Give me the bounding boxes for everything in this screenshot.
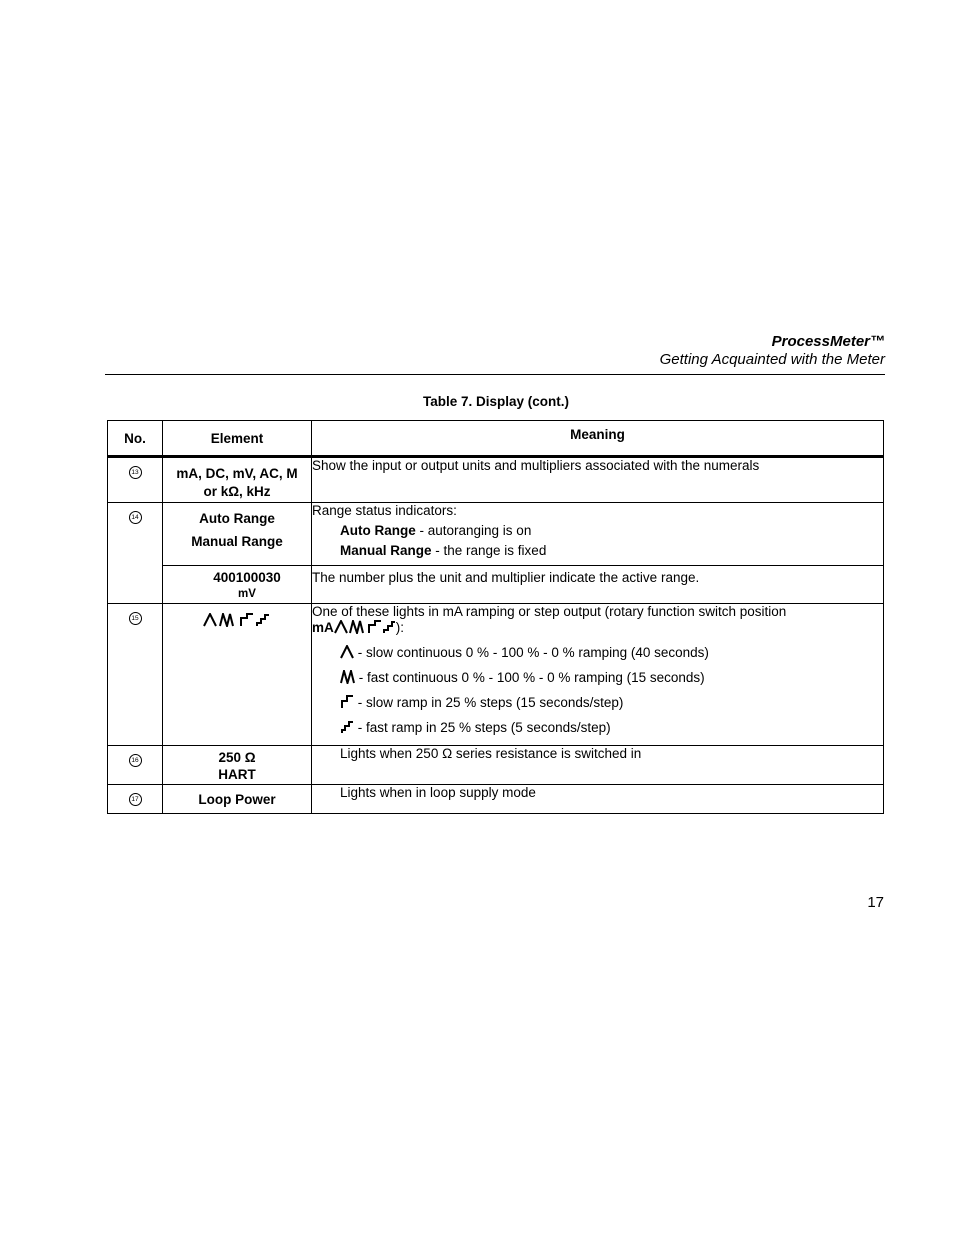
meaning-item-text: - autoranging is on — [415, 523, 532, 538]
range-digits: 400100030 — [213, 570, 281, 585]
range-unit: mV — [238, 588, 256, 600]
switch-prefix: mA — [312, 620, 334, 635]
meaning-text: The number plus the unit and multiplier indicate the active range. — [312, 570, 700, 585]
meaning-item — [312, 541, 883, 561]
fast-ramp-icon — [340, 670, 355, 684]
switch-suffix: ): — [395, 620, 405, 635]
table-row — [108, 785, 884, 814]
callout-number: 14 — [129, 511, 142, 524]
callout-number: 17 — [129, 793, 142, 806]
switch-position — [312, 620, 883, 636]
display-table — [107, 420, 884, 814]
header-rule — [105, 374, 885, 375]
meaning-text: Lights when in loop supply mode — [340, 785, 536, 800]
table-row — [108, 566, 884, 604]
callout-number: 13 — [129, 466, 142, 479]
element-label: HART — [218, 767, 256, 782]
slow-step-icon — [340, 695, 354, 709]
slow-ramp-icon — [340, 645, 354, 659]
slow-ramp-icon — [204, 614, 216, 626]
product-name: ProcessMeter™ — [771, 333, 885, 350]
table-row — [108, 457, 884, 503]
fast-step-icon — [257, 615, 269, 626]
table-caption: Table 7. Display (cont.) — [422, 394, 570, 409]
meaning-item-text: - fast ramp in 25 % steps (5 seconds/step) — [354, 720, 611, 735]
callout-number: 16 — [129, 754, 142, 767]
element-label: or kΩ, kHz — [203, 484, 271, 499]
meaning-item-label: Auto Range — [340, 523, 416, 538]
switch-indicator-icons — [334, 620, 396, 634]
element-label: mA, DC, mV, AC, M — [176, 466, 298, 481]
element-label: Auto Range — [199, 511, 275, 526]
meaning-item-text: - the range is fixed — [431, 543, 547, 558]
table-header-row — [108, 421, 884, 457]
meaning-item — [312, 690, 883, 715]
table-row — [108, 746, 884, 785]
meaning-item-label: Manual Range — [340, 543, 432, 558]
element-label: 250 Ω — [218, 750, 256, 765]
running-header — [660, 333, 885, 369]
element-label: Manual Range — [191, 534, 283, 549]
table-row — [108, 604, 884, 746]
slow-step-icon — [241, 614, 253, 626]
col-header-no: No. — [108, 421, 163, 457]
meaning-item-text: - slow ramp in 25 % steps (15 seconds/step) — [354, 695, 624, 710]
meaning-item-text: - fast continuous 0 % - 100 % - 0 % ramping (15 seconds) — [355, 670, 705, 685]
meaning-item — [312, 665, 883, 690]
element-label: Loop Power — [198, 792, 276, 807]
meaning-item — [312, 640, 883, 665]
meaning-text: Show the input or output units and multipliers associated with the numerals — [312, 458, 760, 473]
meaning-item — [312, 521, 883, 541]
meaning-text: One of these lights in mA ramping or step output (rotary function switch position — [312, 604, 787, 619]
ramp-step-indicators — [203, 613, 271, 630]
callout-number: 15 — [129, 612, 142, 625]
meaning-item — [312, 715, 883, 740]
meaning-text: Range status indicators: — [312, 503, 457, 518]
section-title: Getting Acquainted with the Meter — [659, 351, 885, 368]
page-number: 17 — [867, 894, 884, 911]
col-header-meaning: Meaning — [312, 421, 884, 457]
meaning-item-text: - slow continuous 0 % - 100 % - 0 % ramping (40 seconds) — [354, 645, 709, 660]
meaning-text: Lights when 250 Ω series resistance is switched in — [340, 746, 642, 761]
col-header-element: Element — [163, 421, 312, 457]
fast-step-icon — [340, 720, 354, 734]
fast-ramp-icon — [220, 614, 233, 626]
table-row — [108, 503, 884, 566]
